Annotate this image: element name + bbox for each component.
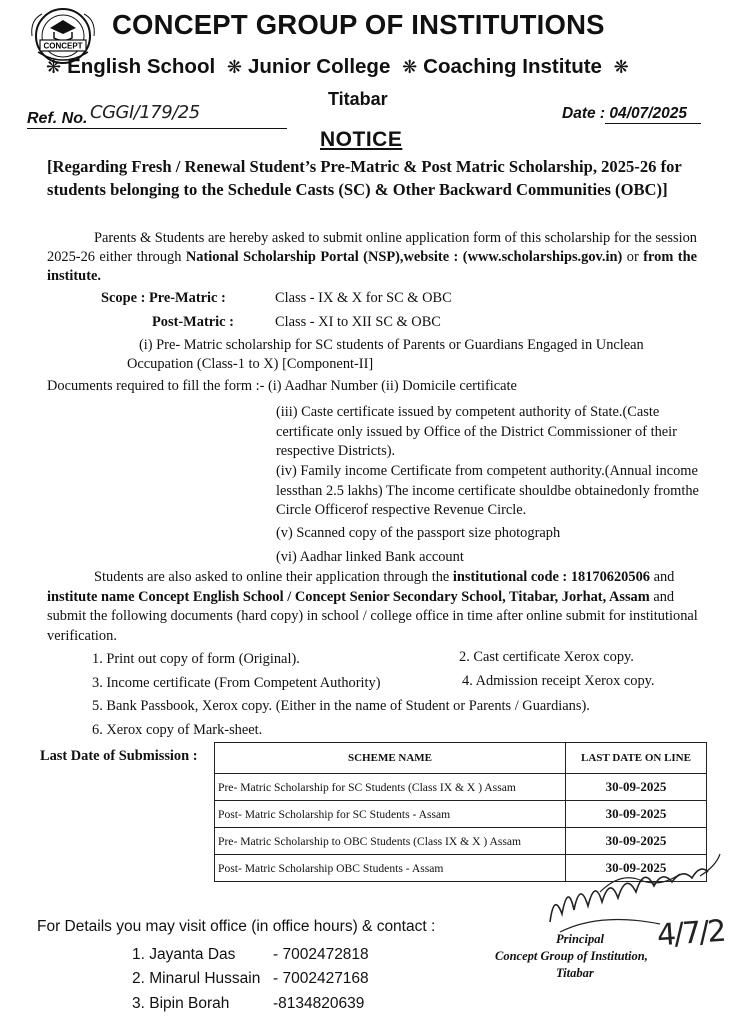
contact-name: 2. Minarul Hussain: [132, 970, 261, 987]
nsp-portal-text: National Scholarship Portal (NSP),website : (www.scholarships.gov.in): [185, 249, 623, 265]
date-value: 04/07/2025: [609, 105, 687, 122]
institution-name: CONCEPT GROUP OF INSTITUTIONS: [112, 9, 605, 40]
logo-text: CONCEPT: [43, 41, 83, 51]
institute-name: institute name Concept English School / Concept Senior Secondary School, Titabar, Jorhat, Assam: [47, 588, 650, 605]
document-item: (vi) Aadhar linked Bank account: [276, 549, 464, 565]
unit-english-school: English School: [67, 55, 216, 78]
last-date-label: Last Date of Submission :: [40, 748, 198, 764]
ref-number-handwritten: CGGI/179/25: [90, 102, 200, 123]
contact-row: [0, 995, 400, 1015]
star-icon: ❋: [226, 57, 242, 77]
enclosure-item: 1. Print out copy of form (Original).: [92, 651, 300, 667]
ref-underline: [27, 128, 287, 129]
last-date-cell: 30-09-2025: [566, 774, 707, 801]
application-paragraph: [47, 568, 707, 646]
contact-name: 3. Bipin Borah: [132, 995, 230, 1012]
contact-row: [0, 946, 400, 966]
column-header-date: LAST DATE ON LINE: [566, 743, 707, 774]
contact-phone: -8134820639: [273, 995, 365, 1012]
document-item: (iii) Caste certificate issued by competent authority of State.(Caste certificate only issued by Office of the District Commissioner of their respective Districts).: [276, 404, 677, 459]
intro-paragraph: [47, 229, 697, 286]
last-date-cell: 30-09-2025: [566, 801, 707, 828]
scheme-name-cell: Pre- Matric Scholarship for SC Students (Class IX & X ) Assam: [215, 774, 566, 801]
table-row: [215, 801, 707, 828]
unit-coaching-institute: Coaching Institute: [423, 55, 602, 78]
application-and-text: and: [649, 569, 675, 585]
documents-intro: Documents required to fill the form :- (i) Aadhar Number (ii) Domicile certificate: [47, 378, 517, 394]
enclosure-item: 6. Xerox copy of Mark-sheet.: [92, 722, 263, 738]
star-icon: ❋: [402, 57, 418, 77]
last-date-cell: 30-09-2025: [566, 855, 707, 882]
notice-title: NOTICE: [320, 128, 403, 151]
date-label: Date :: [562, 105, 606, 122]
enclosure-item: 3. Income certificate (From Competent Authority): [92, 675, 381, 691]
application-instructions: and submit the following documents (hard copy) in school / college office in time after online submit for institutional verification.: [47, 588, 698, 644]
contact-row: [0, 970, 400, 990]
notice-subject: [Regarding Fresh / Renewal Student’s Pre-Matric & Post Matric Scholarship, 2025-26 for students belonging to the Schedule Casts (SC) & Other Backward Communities (OBC)]: [47, 157, 682, 199]
table-header-row: [215, 743, 707, 774]
table-row: [215, 828, 707, 855]
enclosure-item: 2. Cast certificate Xerox copy.: [459, 649, 634, 665]
intro-or-text: or: [622, 249, 644, 265]
institution-town: Titabar: [328, 89, 388, 109]
contact-phone: - 7002427168: [273, 970, 369, 987]
last-date-cell: 30-09-2025: [566, 828, 707, 855]
scope-post-matric-label: Post-Matric :: [152, 314, 234, 330]
column-header-scheme: SCHEME NAME: [215, 743, 566, 774]
star-icon: ❋: [46, 57, 62, 77]
institutional-code: institutional code : 18170620506: [452, 569, 650, 585]
table-row: [215, 774, 707, 801]
institution-units: [40, 55, 635, 79]
enclosure-item: 4. Admission receipt Xerox copy.: [462, 673, 655, 689]
scope-pre-matric-label: Scope : Pre-Matric :: [101, 290, 226, 306]
scheme-name-cell: Post- Matric Scholarship OBC Students - Assam: [215, 855, 566, 882]
unit-junior-college: Junior College: [247, 55, 391, 78]
principal-place: Titabar: [556, 966, 594, 980]
contact-name: 1. Jayanta Das: [132, 946, 236, 963]
document-item: (iv) Family income Certificate from competent authority.(Annual income lessthan 2.5 lakhs) The income certificate shouldbe obtainedonly fromthe Circle Officerof respective Revenue Circle.: [276, 463, 699, 518]
component-note: (i) Pre- Matric scholarship for SC students of Parents or Guardians Engaged in Unclean Occupation (Class-1 to X) [Component-II]: [127, 337, 644, 372]
ref-label: Ref. No.: [27, 110, 88, 127]
application-text: Students are also asked to online their application through the: [94, 569, 453, 585]
institute-option-text: from the institute.: [47, 249, 697, 284]
scope-post-matric-value: Class - XI to XII SC & OBC: [275, 314, 441, 330]
document-item: (v) Scanned copy of the passport size photograph: [276, 525, 561, 541]
principal-title: Principal: [556, 932, 604, 946]
contact-phone: - 7002472818: [273, 946, 369, 963]
notice-date: [562, 105, 687, 123]
signature-date-handwritten: 4/7/2: [655, 913, 726, 954]
intro-text: Parents & Students are hereby asked to submit online application form of this scholarship for the session 2025-26 either through: [47, 230, 697, 265]
principal-organization: Concept Group of Institution,: [495, 949, 648, 963]
enclosure-item: 5. Bank Passbook, Xerox copy. (Either in the name of Student or Parents / Guardians).: [92, 698, 590, 714]
scheme-name-cell: Pre- Matric Scholarship to OBC Students (Class IX & X ) Assam: [215, 828, 566, 855]
date-underline: [605, 123, 701, 124]
scope-pre-matric-value: Class - IX & X for SC & OBC: [275, 290, 452, 306]
contact-intro: For Details you may visit office (in office hours) & contact :: [37, 918, 436, 935]
scheme-name-cell: Post- Matric Scholarship for SC Students - Assam: [215, 801, 566, 828]
star-icon: ❋: [613, 57, 629, 77]
